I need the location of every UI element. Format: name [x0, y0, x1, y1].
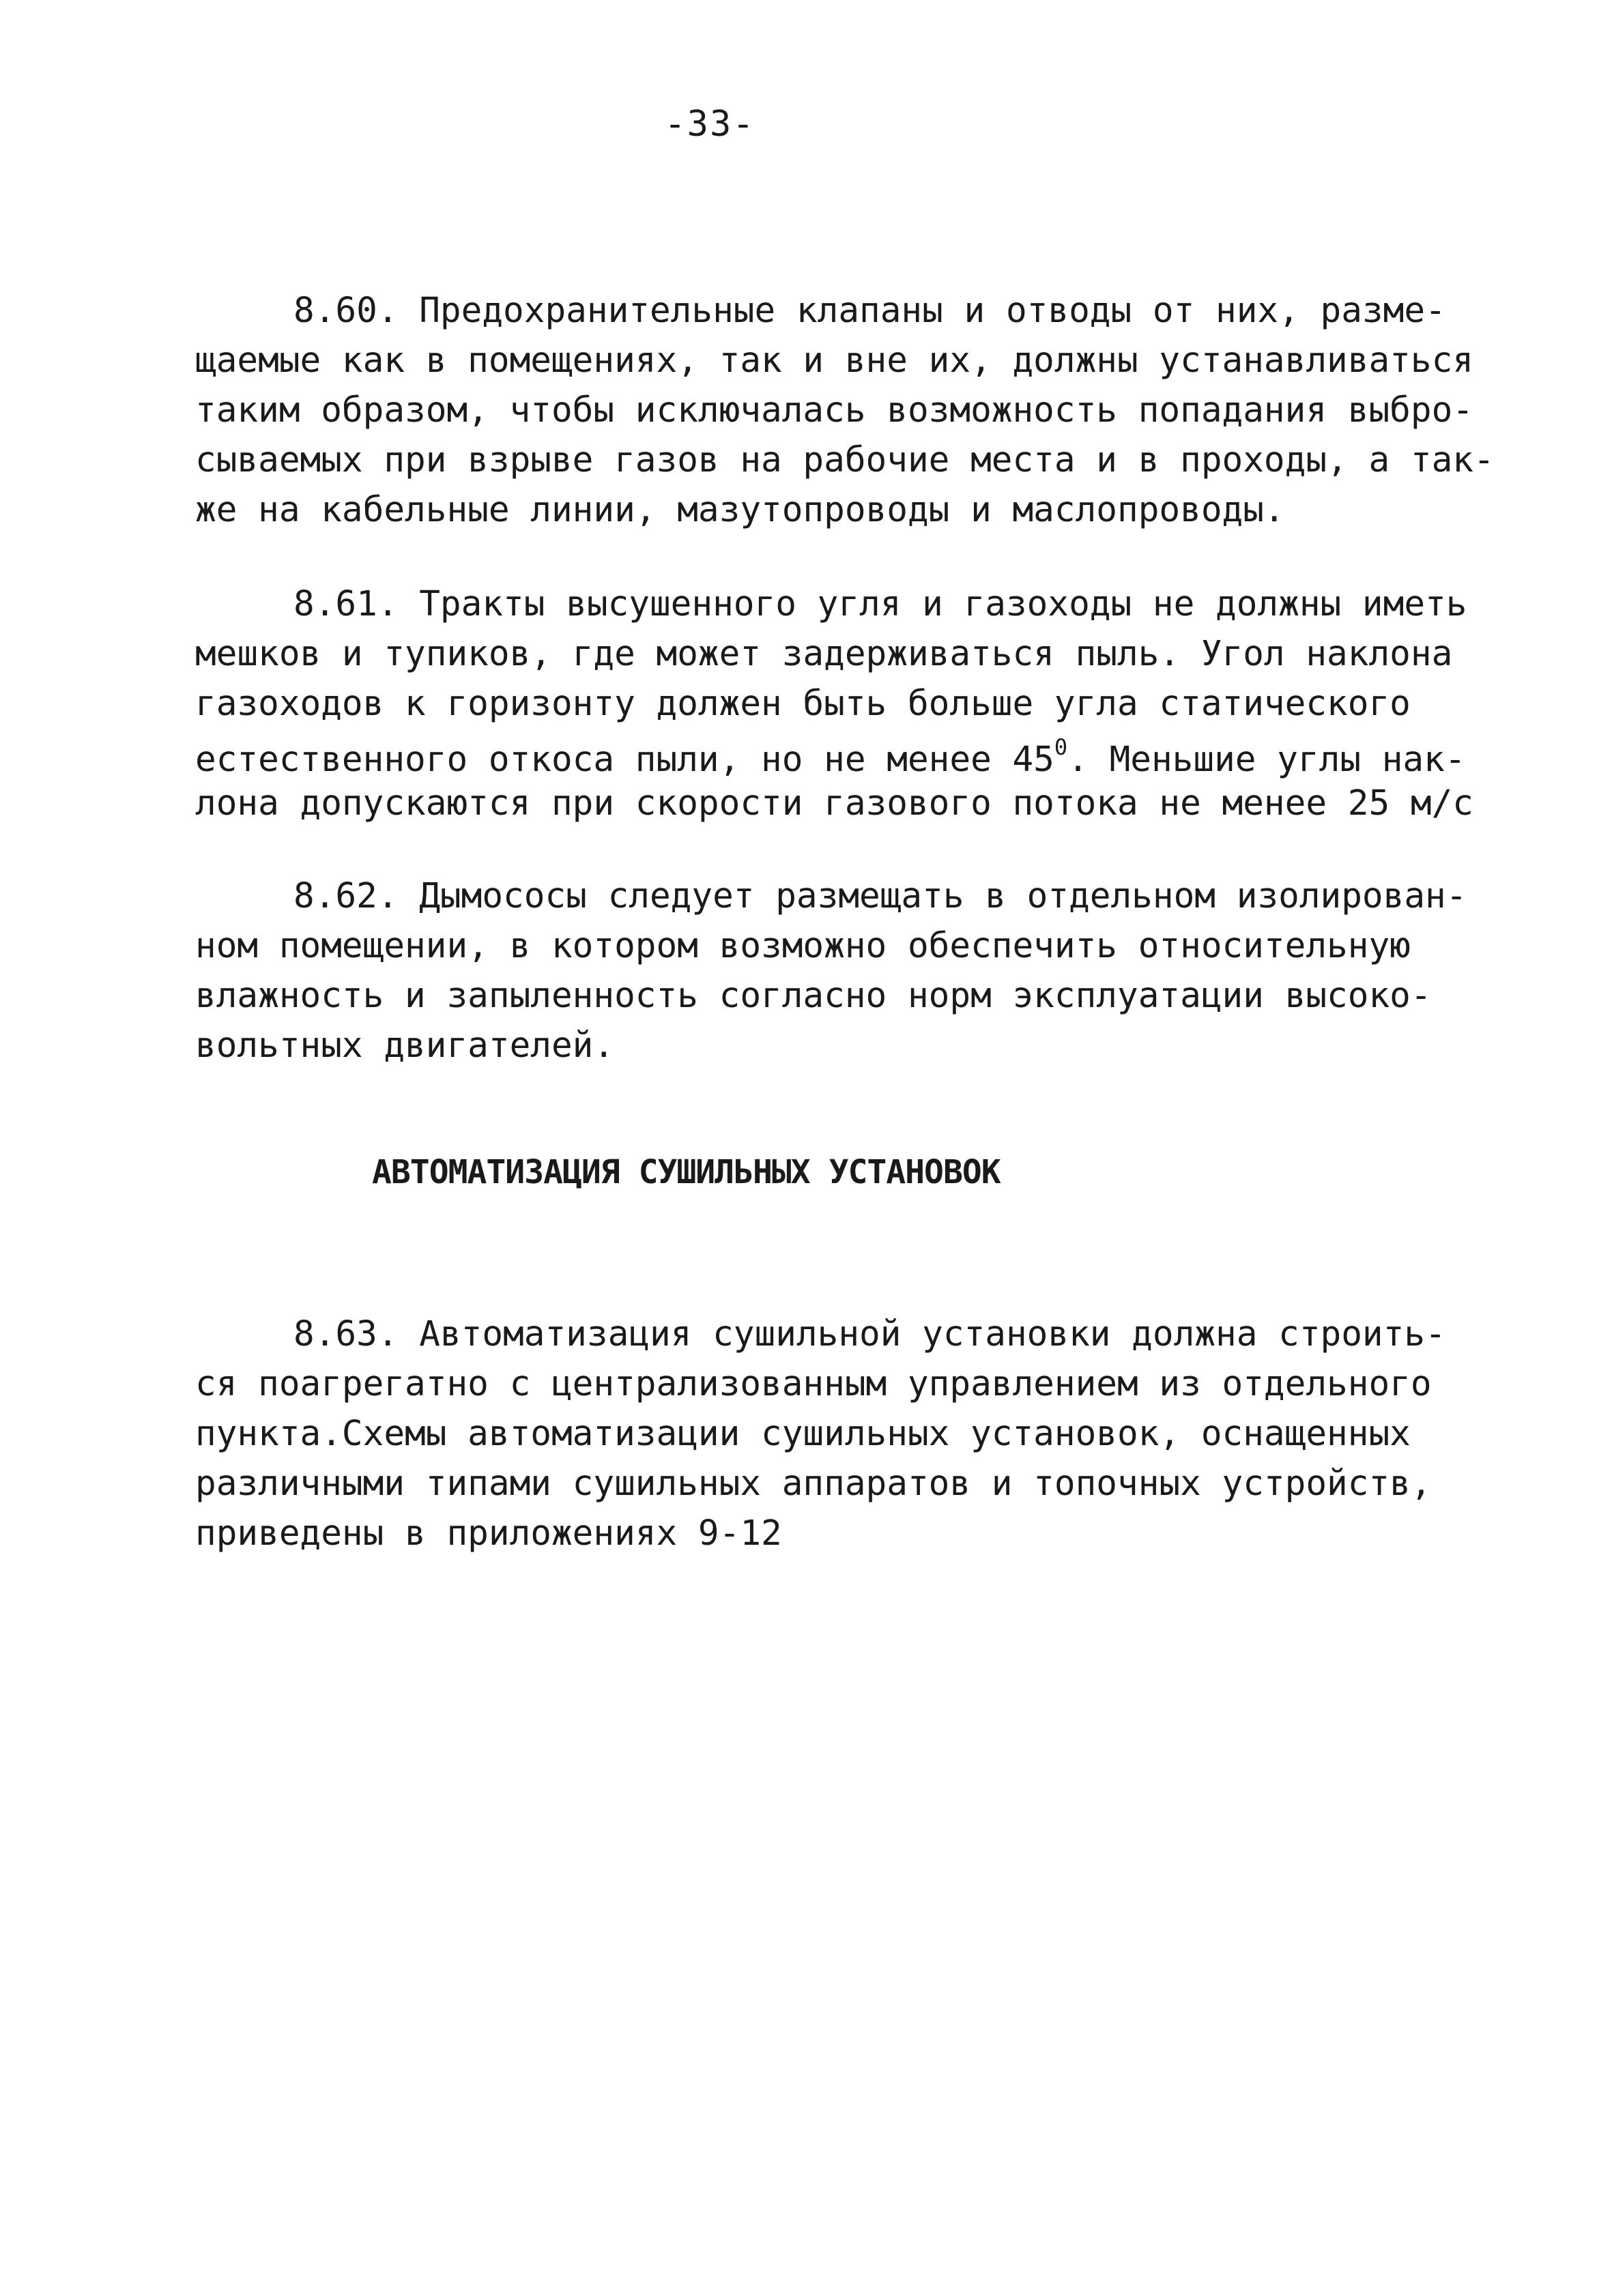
paragraph-8-61-line-1: 8.61. Тракты высушенного угля и газоходы не должны иметь: [293, 584, 1467, 624]
paragraph-8-60-line-5: же на кабельные линии, мазутопроводы и маслопроводы.: [195, 490, 1285, 530]
paragraph-8-62-line-2: ном помещении, в котором возможно обеспечить относительную: [195, 926, 1411, 966]
paragraph-8-62-line-3: влажность и запыленность согласно норм эксплуатации высоко-: [195, 976, 1432, 1016]
paragraph-8-62-line-4: вольтных двигателей.: [195, 1026, 615, 1066]
paragraph-8-63-line-2: ся поагрегатно с централизованным управлением из отдельного: [195, 1364, 1432, 1404]
paragraph-8-63-line-4: различными типами сушильных аппаратов и топочных устройств,: [195, 1464, 1432, 1504]
page-number: -33-: [664, 104, 755, 145]
paragraph-8-61-line-3: газоходов к горизонту должен быть больше угла статического: [195, 684, 1411, 724]
paragraph-8-61-line-2: мешков и тупиков, где может задерживаться пыль. Угол наклона: [195, 634, 1453, 674]
paragraph-8-63-line-3: пункта.Схемы автоматизации сушильных установок, оснащенных: [195, 1414, 1411, 1454]
paragraph-8-61-line-5: лона допускаются при скорости газового потока не менее 25 м/с: [195, 783, 1473, 824]
paragraph-8-61-line-4-tail: . Меньшие углы нак-: [1067, 740, 1466, 780]
paragraph-8-60-line-4: сываемых при взрыве газов на рабочие места и в проходы, а так-: [195, 440, 1495, 480]
paragraph-8-62-line-1: 8.62. Дымососы следует размещать в отдельном изолирован-: [293, 876, 1467, 916]
section-heading: АВТОМАТИЗАЦИЯ СУШИЛЬНЫХ УСТАНОВОК: [372, 1153, 1001, 1191]
paragraph-8-63-line-5: приведены в приложениях 9-12: [195, 1513, 782, 1554]
paragraph-8-60-line-1: 8.60. Предохранительные клапаны и отводы от них, разме-: [293, 291, 1446, 331]
paragraph-8-61-line-4-text: естественного откоса пыли, но не менее 45: [195, 740, 1054, 780]
paragraph-8-60-line-3: таким образом, чтобы исключалась возможность попадания выбро-: [195, 390, 1473, 431]
degree-superscript: 0: [1054, 734, 1068, 760]
paragraph-8-60-line-2: щаемые как в помещениях, так и вне их, должны устанавливаться: [195, 340, 1473, 381]
paragraph-8-61-line-4: [195, 734, 1466, 780]
paragraph-8-63-line-1: 8.63. Автоматизация сушильной установки должна строить-: [293, 1314, 1446, 1354]
